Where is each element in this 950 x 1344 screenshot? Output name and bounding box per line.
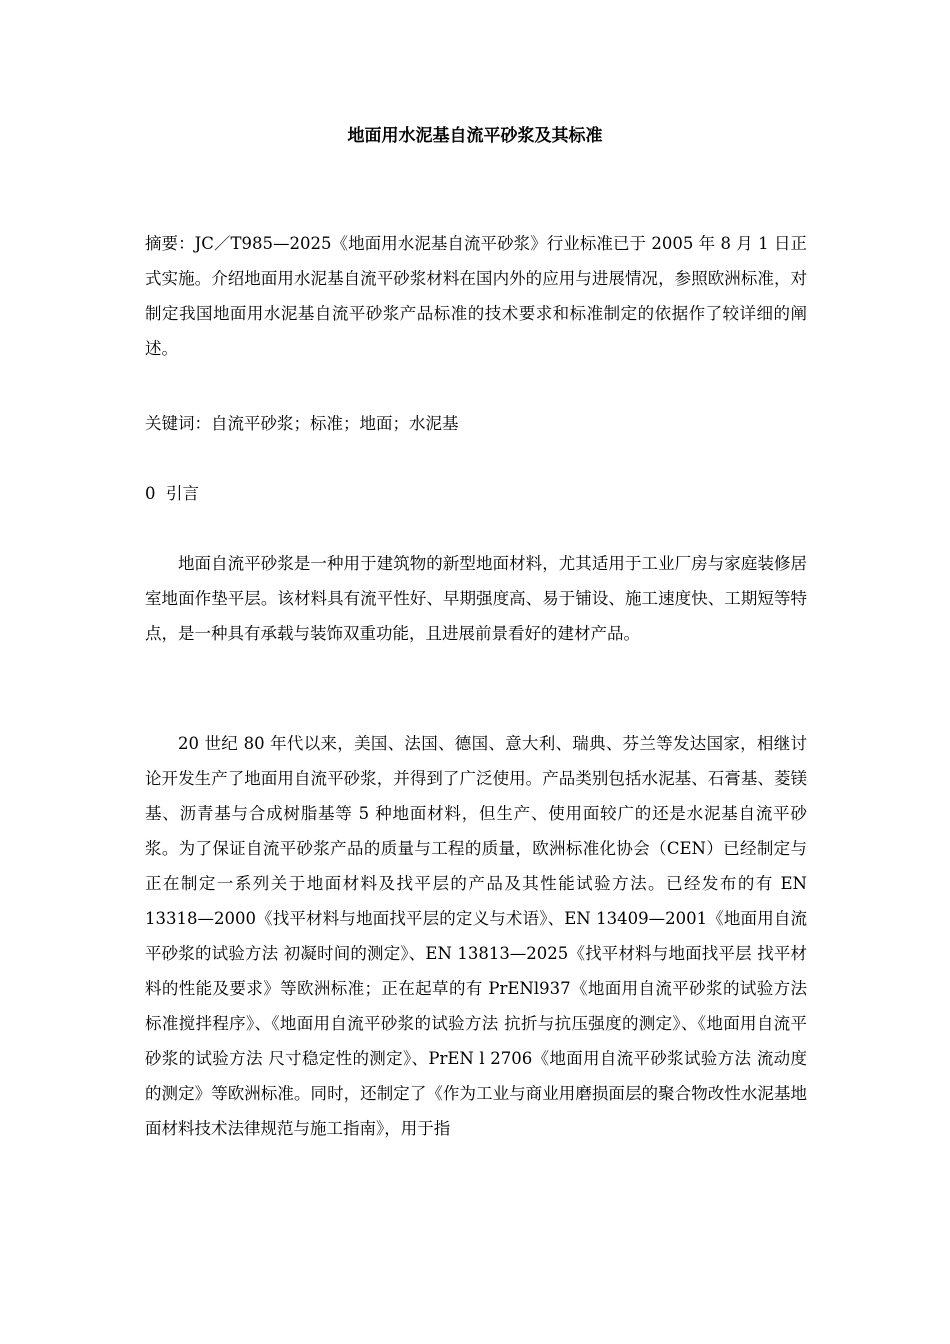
body-paragraph: 20 世纪 80 年代以来，美国、法国、德国、意大利、瑞典、芬兰等发达国家，相继讨论开发生产了地面用自流平砂浆，并得到了广泛使用。产品类别包括水泥基、石膏基、菱镁基、沥青基与合成树脂基等 5 种地面材料，但生产、使用面较广的还是水泥基自流平砂浆。为了保证自流平砂浆产品的质量与工程的质量，欧洲标准化协会（CEN）已经制定与正在制定一系列关于地面材料及找平层的产品及其性能试验方法。已经发布的有 EN 13318—2000《找平材料与地面找平层的定义与术语》、EN 13409—2001《地面用自流平砂浆的试验方法 初凝时间的测定》、EN 13813—2025《找平材料与地面找平层 找平材料的性能及要求》等欧洲标准；正在起草的有 PrENl937《地面用自流平砂浆的试验方法 标准搅拌程序》、《地面用自流平砂浆的试验方法 抗折与抗压强度的测定》、《地面用自流平砂浆的试验方法 尺寸稳定性的测定》、PrEN l 2706《地面用自流平砂浆试验方法 流动度的测定》等欧洲标准。同时，还制定了《作为工业与商业用磨损面层的聚合物改性水泥基地面材料技术法律规范与施工指南》，用于指 bbox=[145, 734, 807, 1138]
section-heading: 0 引言 bbox=[145, 484, 199, 503]
document-title: 地面用水泥基自流平砂浆及其标准 bbox=[347, 126, 603, 146]
keywords-line: 关键词：自流平砂浆；标准；地面；水泥基 bbox=[145, 414, 459, 433]
body-paragraph: 地面自流平砂浆是一种用于建筑物的新型地面材料，尤其适用于工业厂房与家庭装修居室地面作垫平层。该材料具有流平性好、早期强度高、易于铺设、施工速度快、工期短等特点，是一种具有承载与装饰双重功能，且进展前景看好的建材产品。 bbox=[145, 554, 807, 643]
abstract-paragraph: 摘要：JC／T985—2025《地面用水泥基自流平砂浆》行业标准已于 2005 年 8 月 1 日正式实施。介绍地面用水泥基自流平砂浆材料在国内外的应用与进展情况，参照欧洲标准，对制定我国地面用水泥基自流平砂浆产品标准的技术要求和标准制定的依据作了较详细的阐述。 bbox=[145, 234, 807, 358]
